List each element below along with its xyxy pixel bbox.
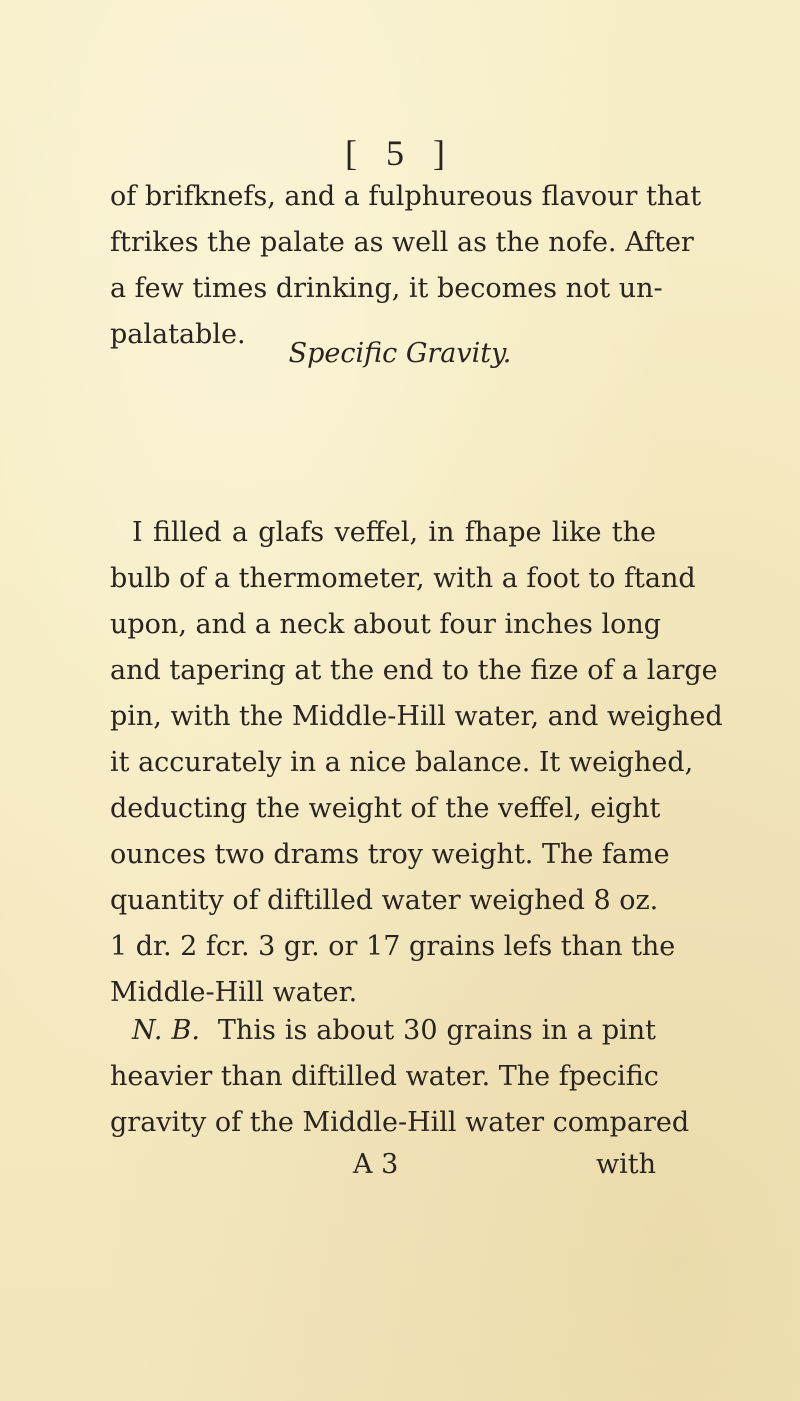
paragraph-line: palatable. xyxy=(110,319,246,350)
signature-mark: A 3 xyxy=(353,1149,399,1180)
paragraph-line: quantity of diftilled water weighed 8 oz. xyxy=(110,885,659,916)
page-number: [ 5 ] xyxy=(345,133,455,173)
paragraph-2 xyxy=(110,510,723,1016)
paragraph-line: pin, with the Middle-Hill water, and weighed xyxy=(110,701,723,732)
paragraph-line: a few times drinking, it becomes not un- xyxy=(110,273,663,304)
paragraph-line: ftrikes the palate as well as the nofe. After xyxy=(110,227,694,258)
paragraph-line: ounces two drams troy weight. The fame xyxy=(110,839,670,870)
section-title: Specific Gravity. xyxy=(288,338,512,369)
paragraph-line: I filled a glafs veffel, in fhape like the xyxy=(132,517,656,548)
paragraph-line: it accurately in a nice balance. It weighed, xyxy=(110,747,694,778)
paragraph-line: 1 dr. 2 fcr. 3 gr. or 17 grains lefs than the xyxy=(110,931,676,962)
paragraph-line: Middle-Hill water. xyxy=(110,977,358,1008)
paragraph-line: gravity of the Middle-Hill water compared xyxy=(110,1107,690,1138)
paragraph-line-text: This is about 30 grains in a pint xyxy=(217,1015,656,1046)
paragraph-line: deducting the weight of the veffel, eight xyxy=(110,793,661,824)
paragraph-line: upon, and a neck about four inches long xyxy=(110,609,662,640)
paragraph-3 xyxy=(110,1008,690,1146)
paragraph-line: heavier than diftilled water. The fpecific xyxy=(110,1061,659,1092)
paragraph-1 xyxy=(110,174,702,358)
paragraph-line: and tapering at the end to the fize of a large xyxy=(110,655,718,686)
paragraph-first-line xyxy=(110,1008,656,1054)
page-footer xyxy=(110,1145,656,1185)
paragraph-line: of brifknefs, and a fulphureous flavour that xyxy=(110,181,702,212)
paragraph-line: bulb of a thermometer, with a foot to ftand xyxy=(110,563,696,594)
nota-bene-label: N. B. xyxy=(132,1015,200,1046)
catchword: with xyxy=(596,1149,656,1180)
